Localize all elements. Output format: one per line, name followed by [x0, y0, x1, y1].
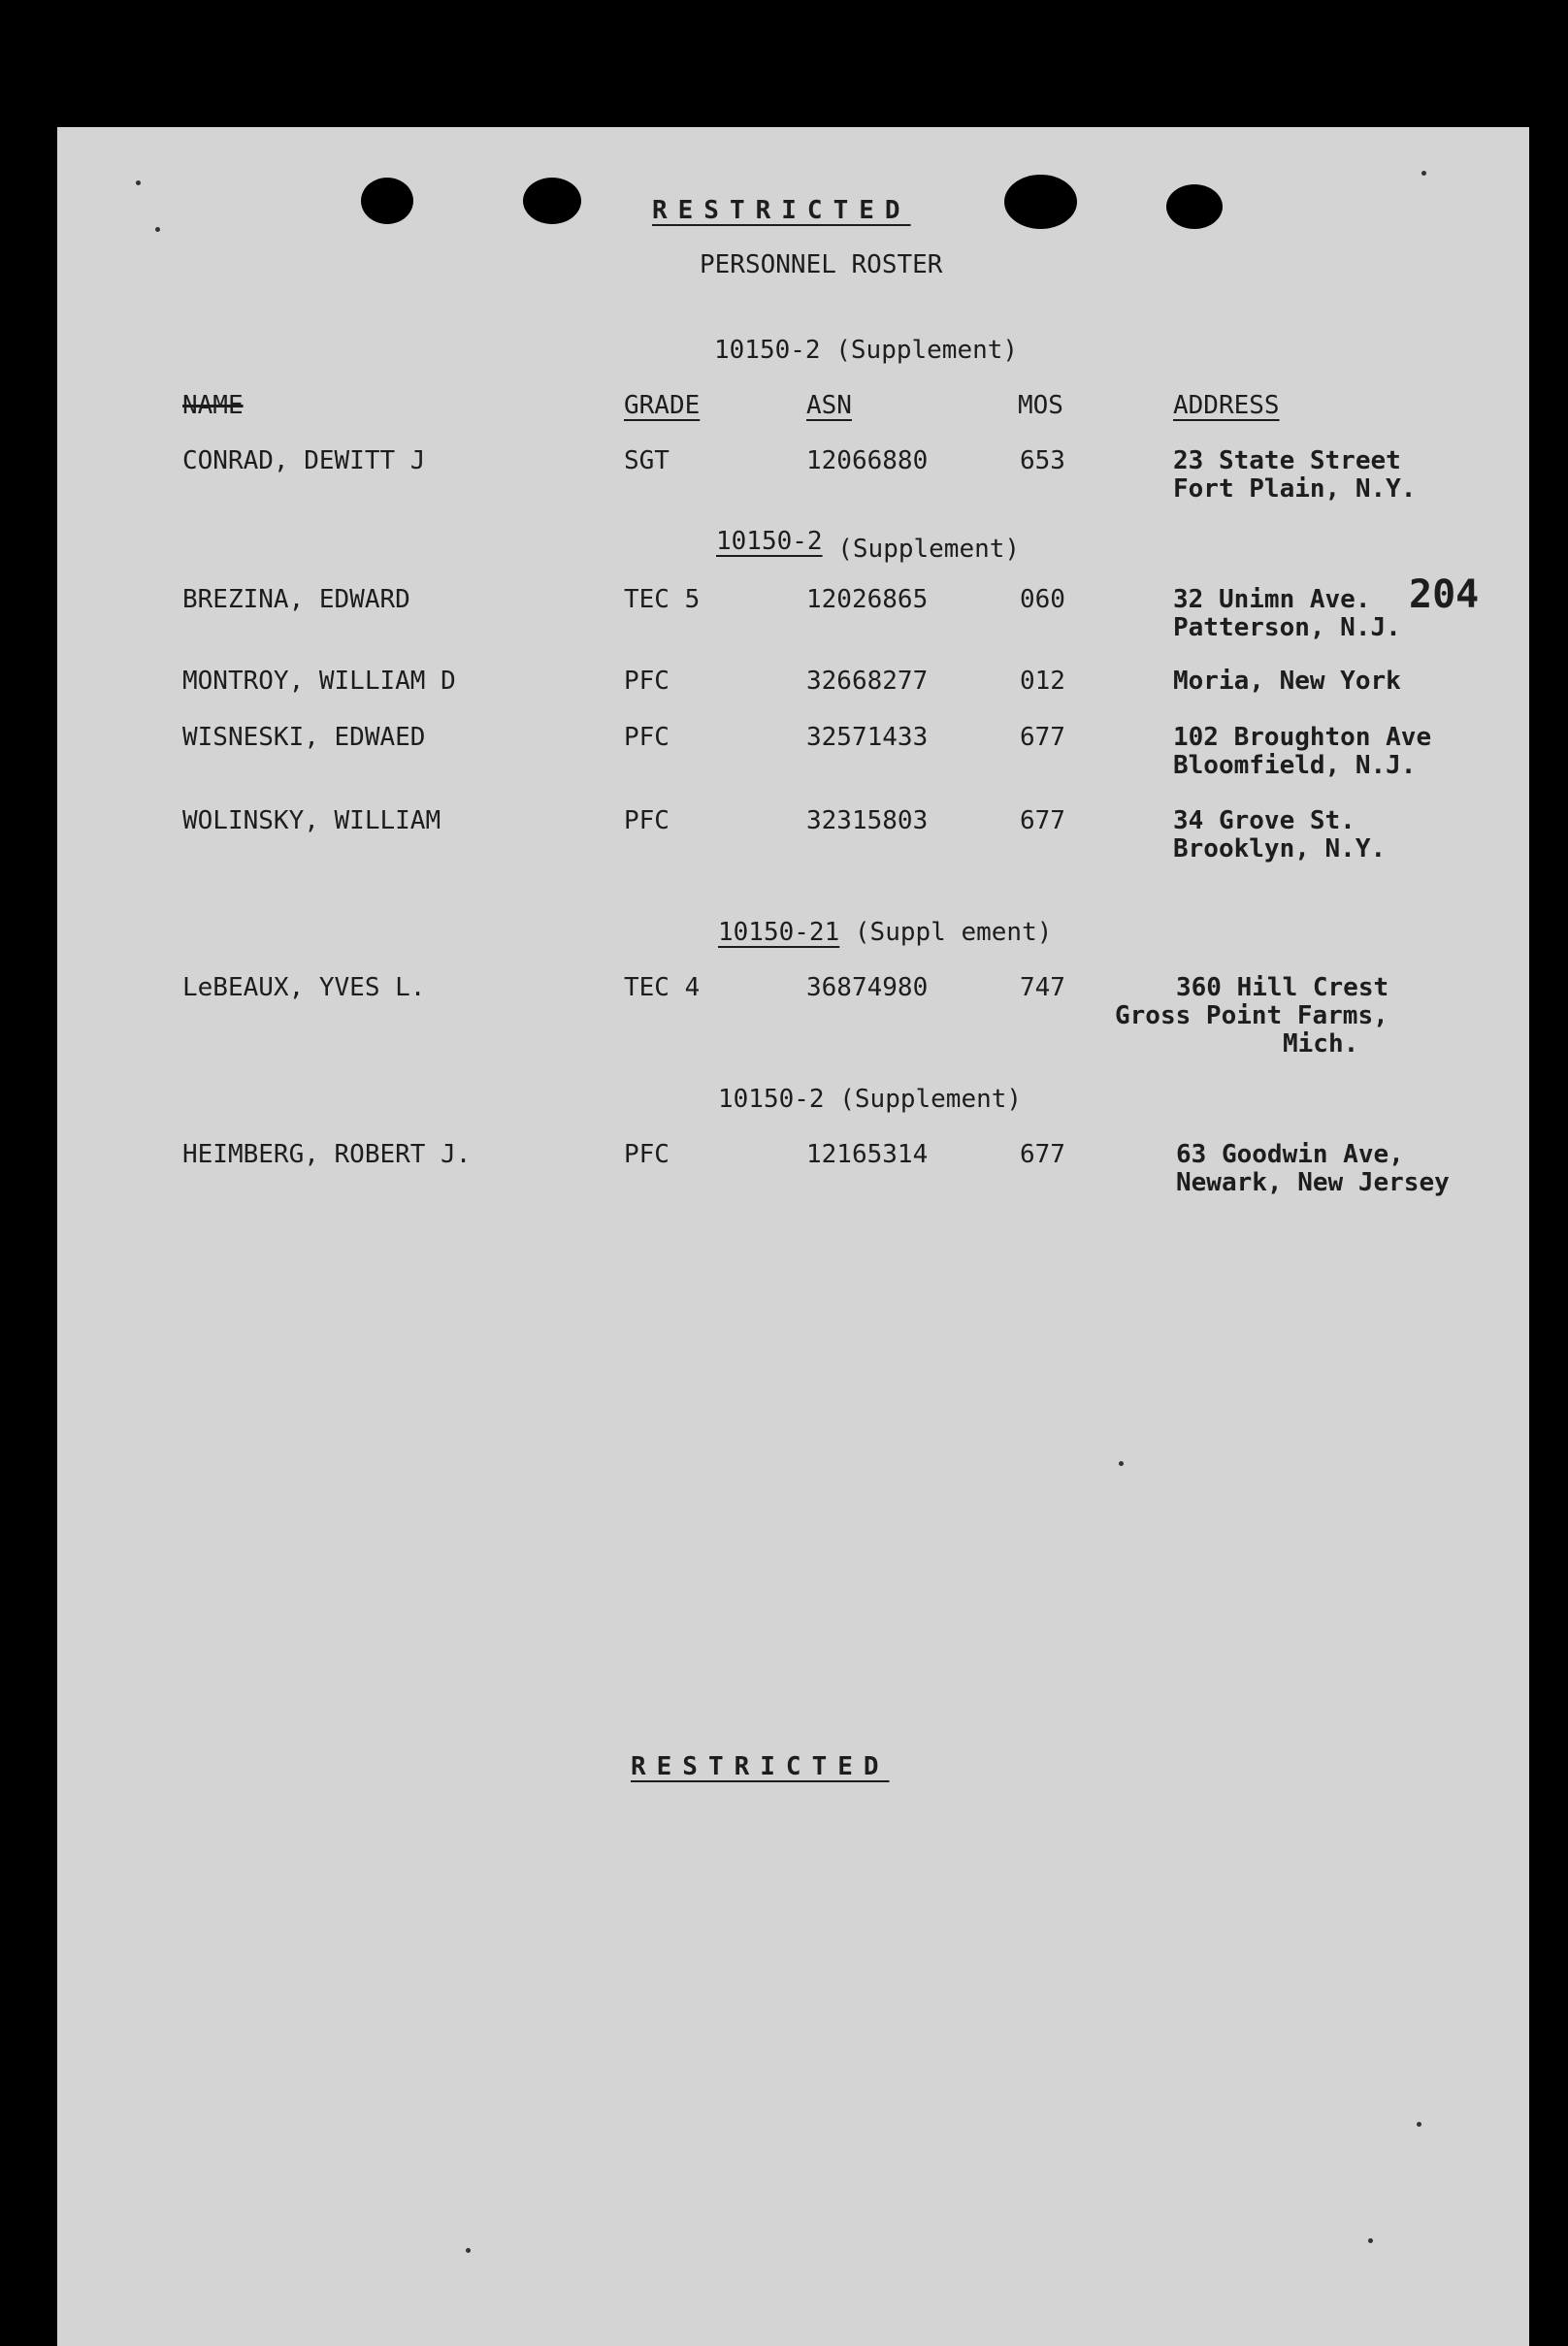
punch-hole — [1166, 184, 1223, 229]
entry-name: WOLINSKY, WILLIAM — [182, 806, 441, 835]
entry-grade: PFC — [624, 806, 670, 835]
entry-address-line3: Mich. — [1283, 1029, 1359, 1059]
entry-mos: 747 — [1020, 973, 1065, 1002]
entry-name: WISNESKI, EDWAED — [182, 723, 426, 752]
column-header-mos: MOS — [1018, 391, 1063, 420]
speck — [1417, 2122, 1421, 2127]
entry-name: HEIMBERG, ROBERT J. — [182, 1140, 472, 1169]
entry-asn: 32668277 — [806, 667, 929, 696]
entry-mos: 677 — [1020, 1140, 1065, 1169]
entry-address-line2: Patterson, N.J. — [1173, 613, 1401, 642]
column-header-address: ADDRESS — [1173, 391, 1280, 420]
classification-header: RESTRICTED — [652, 196, 911, 225]
entry-name: MONTROY, WILLIAM D — [182, 667, 456, 696]
entry-grade: PFC — [624, 667, 670, 696]
entry-address-line2: Bloomfield, N.J. — [1173, 751, 1417, 780]
entry-asn: 12026865 — [806, 585, 929, 614]
punch-hole — [523, 178, 581, 224]
entry-address-line1: 32 Unimn Ave. — [1173, 585, 1371, 614]
entry-address-line2: Fort Plain, N.Y. — [1173, 474, 1417, 504]
entry-mos: 677 — [1020, 723, 1065, 752]
entry-asn: 36874980 — [806, 973, 929, 1002]
punch-hole — [361, 178, 413, 224]
section-unit: 10150-2 (Supplement) — [716, 527, 1021, 564]
entry-address-line1: Moria, New York — [1173, 667, 1401, 696]
entry-name: BREZINA, EDWARD — [182, 585, 410, 614]
speck — [466, 2248, 471, 2253]
section-unit: 10150-2 (Supplement) — [714, 336, 1019, 365]
entry-address-line1: 102 Broughton Ave — [1173, 723, 1432, 752]
punch-hole — [1004, 175, 1077, 229]
entry-name: CONRAD, DEWITT J — [182, 446, 426, 475]
entry-address-line2: Brooklyn, N.Y. — [1173, 834, 1387, 863]
entry-mos: 012 — [1020, 667, 1065, 696]
entry-grade: TEC 5 — [624, 585, 701, 614]
entry-address-line2: Newark, New Jersey — [1176, 1168, 1450, 1197]
speck — [1368, 2238, 1373, 2243]
classification-footer: RESTRICTED — [631, 1752, 890, 1781]
entry-asn: 12066880 — [806, 446, 929, 475]
entry-grade: PFC — [624, 1140, 670, 1169]
column-header-name: NAME — [182, 391, 244, 420]
speck — [136, 180, 141, 185]
entry-name: LeBEAUX, YVES L. — [182, 973, 426, 1002]
entry-asn: 32315803 — [806, 806, 929, 835]
column-header-grade: GRADE — [624, 391, 701, 420]
entry-grade: SGT — [624, 446, 670, 475]
page-number: 204 — [1409, 572, 1480, 617]
entry-address-line1: 34 Grove St. — [1173, 806, 1356, 835]
section-unit: 10150-2 (Supplement) — [718, 1085, 1023, 1114]
speck — [1119, 1461, 1124, 1466]
entry-mos: 677 — [1020, 806, 1065, 835]
entry-mos: 060 — [1020, 585, 1065, 614]
speck — [1421, 171, 1426, 176]
entry-grade: TEC 4 — [624, 973, 701, 1002]
document-title: PERSONNEL ROSTER — [700, 250, 943, 279]
entry-asn: 12165314 — [806, 1140, 929, 1169]
entry-mos: 653 — [1020, 446, 1065, 475]
entry-address-line1: 360 Hill Crest — [1176, 973, 1389, 1002]
entry-address-line1: 23 State Street — [1173, 446, 1401, 475]
column-header-asn: ASN — [806, 391, 852, 420]
section-unit: 10150-21 (Suppl ement) — [718, 918, 1053, 947]
entry-grade: PFC — [624, 723, 670, 752]
entry-address-line2: Gross Point Farms, — [1115, 1001, 1388, 1030]
speck — [155, 227, 160, 232]
entry-asn: 32571433 — [806, 723, 929, 752]
entry-address-line1: 63 Goodwin Ave, — [1176, 1140, 1404, 1169]
